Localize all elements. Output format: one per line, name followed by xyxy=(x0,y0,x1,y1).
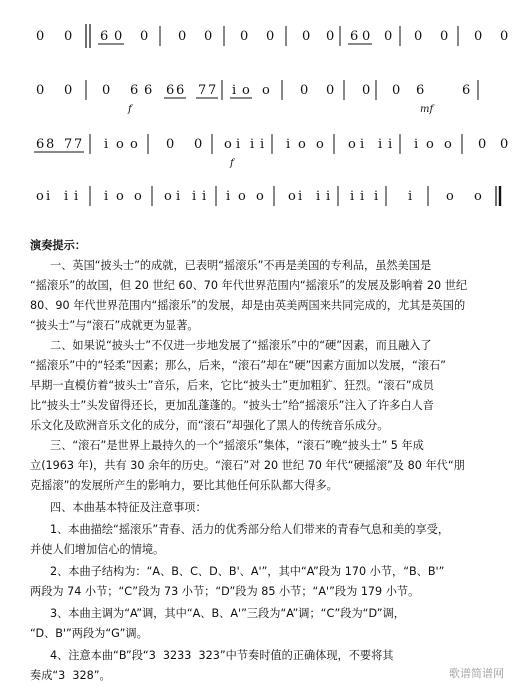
svg-text:f: f xyxy=(230,158,234,169)
svg-text:i: i xyxy=(236,137,241,152)
svg-text:i: i xyxy=(360,189,365,204)
svg-text:i: i xyxy=(414,137,419,152)
svg-text:f: f xyxy=(128,104,132,115)
svg-text:i: i xyxy=(350,189,355,204)
svg-text:o: o xyxy=(116,189,124,204)
svg-text:0: 0 xyxy=(392,83,401,98)
svg-text:i: i xyxy=(408,189,413,204)
paragraph-line: 立(1963 年)，共有 30 余年的历史。“滚石”对 20 世纪 70 年代“硬摇滚”及 80 年代“朋 xyxy=(30,459,465,472)
list-item: 奏成“3 328”。 xyxy=(30,669,111,682)
svg-text:0: 0 xyxy=(440,29,449,44)
svg-text:o: o xyxy=(134,189,142,204)
svg-text:i: i xyxy=(388,137,393,152)
paragraph-line: “摇滚乐”中的“轻柔”因素；那么，后来，“滚石”却在“硬”因素方面加以发展，“滚石” xyxy=(30,359,446,372)
svg-text:i: i xyxy=(46,189,51,204)
svg-text:o: o xyxy=(130,137,138,152)
svg-text:i: i xyxy=(64,189,69,204)
list-item: 2、本曲子结构为：“A、B、C、D、B'、A'”，其中“A”段为 170 小节，“B、B'” xyxy=(50,565,445,578)
svg-text:i: i xyxy=(378,137,383,152)
svg-text:0: 0 xyxy=(204,29,213,44)
svg-text:0: 0 xyxy=(478,137,487,152)
svg-text:7: 7 xyxy=(64,137,73,152)
svg-text:i: i xyxy=(192,189,197,204)
svg-text:i: i xyxy=(260,137,265,152)
score-note: 0 xyxy=(64,29,73,44)
svg-text:0: 0 xyxy=(114,29,123,44)
notes-heading: 演奏提示： xyxy=(30,239,86,252)
paragraph-line: 80、90 年代世界范围内“摇滚乐”的发展，却是由英美两国来共同完成的，尤其是英国的 xyxy=(30,299,466,312)
svg-text:o: o xyxy=(116,137,124,152)
paragraph-line: 二、如果说“披头士”不仅进一步地发展了“摇滚乐”中的“硬”因素，而且融入了 xyxy=(50,339,432,352)
svg-text:0: 0 xyxy=(36,83,45,98)
svg-text:o: o xyxy=(238,189,246,204)
paragraph-line: 乐文化及欧洲音乐文化的成分，而“滚石”却强化了黑人的传统音乐成分。 xyxy=(30,419,389,432)
svg-text:o: o xyxy=(316,137,324,152)
paragraph-line: “披头士”与“滚石”成就更为显著。 xyxy=(30,319,199,332)
svg-text:7: 7 xyxy=(74,137,83,152)
paragraph-line: 克摇滚”的发展所产生的影响力，要比其他任何乐队都大得多。 xyxy=(30,479,338,492)
performance-notes xyxy=(0,236,514,690)
svg-text:i: i xyxy=(316,189,321,204)
svg-text:i: i xyxy=(104,189,109,204)
svg-text:0: 0 xyxy=(178,29,187,44)
list-item: 1、本曲描绘“摇滚乐”青春、活力的优秀部分给人们带来的青春气息和美的享受， xyxy=(50,523,450,536)
paragraph-line: “摇滚乐”的故国，但 20 世纪 60、70 年代世界范围内“摇滚乐”的发展及影响着 20 世纪 xyxy=(30,279,468,292)
svg-text:0: 0 xyxy=(384,29,393,44)
list-item: 3、本曲主调为“A”调，其中“A、B、A'”三段为“A”调；“C”段为“D”调， xyxy=(50,607,405,620)
svg-text:i: i xyxy=(360,137,365,152)
svg-text:o: o xyxy=(36,189,44,204)
svg-text:i: i xyxy=(326,189,331,204)
paragraph-line: 比“披头士”头发留得还长，更加乱蓬蓬的。“披头士”给“摇滚乐”注入了许多白人音 xyxy=(30,399,434,412)
watermark: 歌谱简谱网 xyxy=(449,667,504,680)
svg-text:6: 6 xyxy=(416,83,425,98)
svg-text:6: 6 xyxy=(462,83,471,98)
svg-text:0: 0 xyxy=(240,29,249,44)
svg-text:0: 0 xyxy=(500,29,509,44)
svg-text:6: 6 xyxy=(100,29,109,44)
svg-text:i: i xyxy=(202,189,207,204)
svg-text:i: i xyxy=(232,83,237,98)
svg-text:6: 6 xyxy=(350,29,359,44)
svg-text:o: o xyxy=(256,189,264,204)
list-item: 4、注意本曲“B”段“3 3233 323”中节奏时值的正确体现，不要将其 xyxy=(50,649,394,662)
svg-text:o: o xyxy=(426,137,434,152)
svg-text:o: o xyxy=(298,137,306,152)
svg-text:0: 0 xyxy=(300,83,309,98)
svg-text:i: i xyxy=(286,137,291,152)
section-title: 四、本曲基本特征及注意事项： xyxy=(50,501,207,514)
svg-text:0: 0 xyxy=(266,29,275,44)
svg-text:i: i xyxy=(226,189,231,204)
svg-text:7: 7 xyxy=(198,83,207,98)
svg-text:6: 6 xyxy=(130,83,139,98)
svg-text:6: 6 xyxy=(144,83,153,98)
music-score xyxy=(0,0,514,230)
svg-text:o: o xyxy=(242,83,250,98)
svg-text:o: o xyxy=(288,189,296,204)
svg-text:o: o xyxy=(224,137,232,152)
svg-text:o: o xyxy=(262,83,270,98)
svg-text:6: 6 xyxy=(36,137,45,152)
svg-text:i: i xyxy=(374,189,379,204)
svg-text:0: 0 xyxy=(166,137,175,152)
score-note: 0 xyxy=(36,29,45,44)
svg-text:0: 0 xyxy=(64,83,73,98)
svg-text:o: o xyxy=(164,189,172,204)
svg-text:i: i xyxy=(104,137,109,152)
svg-text:0: 0 xyxy=(102,83,111,98)
svg-text:i: i xyxy=(298,189,303,204)
svg-text:0: 0 xyxy=(140,29,149,44)
paragraph-line: 早期一直模仿着“披头士”音乐，后来，它比“披头士”更加粗犷、狂烈。“滚石”成员 xyxy=(30,379,434,392)
svg-text:0: 0 xyxy=(362,83,371,98)
svg-text:6: 6 xyxy=(176,83,185,98)
svg-text:0: 0 xyxy=(194,137,203,152)
svg-text:0: 0 xyxy=(302,29,311,44)
list-item: “D、B'”两段为“G”调。 xyxy=(30,627,148,640)
list-item: 并使人们增加信心的情境。 xyxy=(30,543,165,556)
svg-text:0: 0 xyxy=(362,29,371,44)
svg-text:i: i xyxy=(250,137,255,152)
svg-text:7: 7 xyxy=(208,83,217,98)
svg-text:i: i xyxy=(74,189,79,204)
svg-text:mf: mf xyxy=(420,104,434,115)
svg-text:o: o xyxy=(446,189,454,204)
svg-text:0: 0 xyxy=(474,29,483,44)
paragraph-line: 一、英国“披头士”的成就，已表明“摇滚乐”不再是美国的专利品，虽然美国是 xyxy=(50,259,432,272)
svg-text:o: o xyxy=(348,137,356,152)
svg-text:6: 6 xyxy=(166,83,175,98)
svg-text:o: o xyxy=(444,137,452,152)
svg-text:0: 0 xyxy=(500,137,509,152)
score-notation xyxy=(0,0,514,230)
list-item: 两段为 74 小节；“C”段为 73 小节；“D”段为 85 小节；“A'”段为 179 小节。 xyxy=(30,585,420,598)
svg-text:8: 8 xyxy=(46,137,55,152)
svg-text:0: 0 xyxy=(326,83,335,98)
svg-text:o: o xyxy=(474,189,482,204)
paragraph-line: 三、“滚石”是世界上最持久的一个“摇滚乐”集体，“滚石”晚“披头士” 5 年成 xyxy=(50,439,424,452)
svg-text:0: 0 xyxy=(326,29,335,44)
svg-text:i: i xyxy=(176,189,181,204)
svg-text:0: 0 xyxy=(414,29,423,44)
